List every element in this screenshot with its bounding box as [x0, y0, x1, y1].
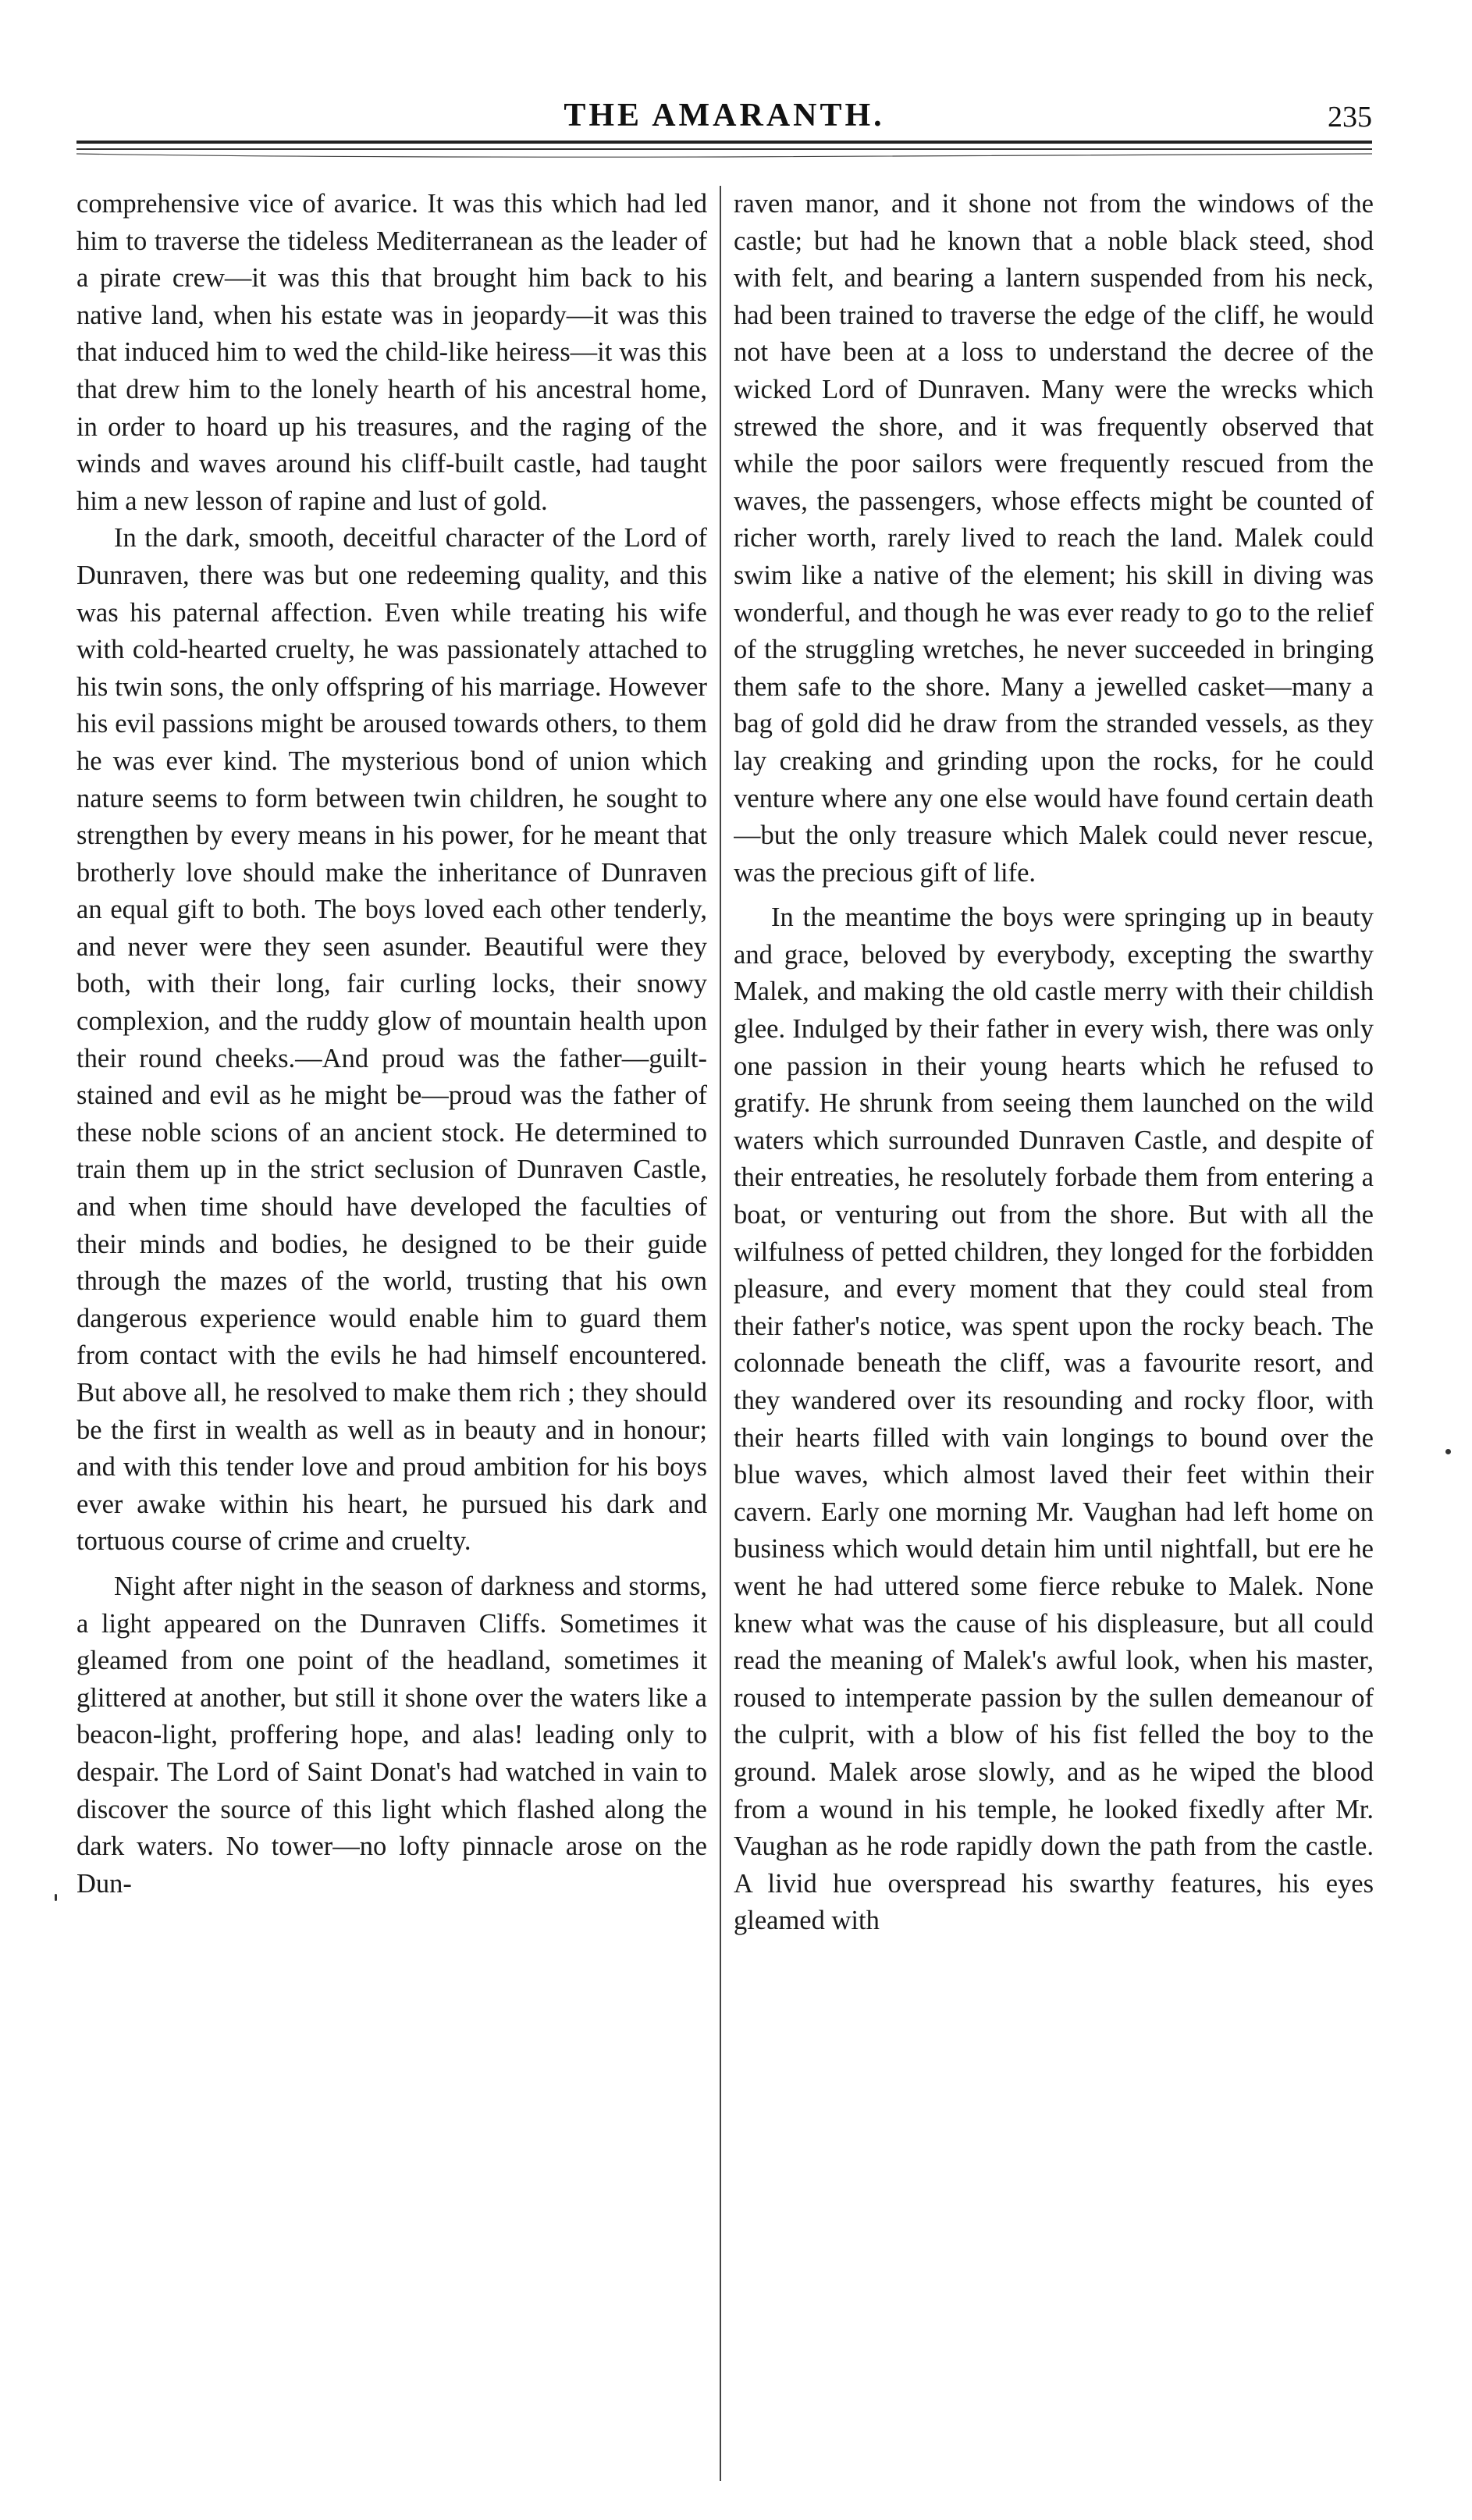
header-rule-thin — [76, 148, 1372, 150]
paragraph-2: In the dark, smooth, deceitful character of the Lord of Dunraven, there was but one redeeming quality, and this was his paternal affection. Even while treating his wife with cold-hearted cruelty, he was passionately attached to his twin sons, the only offspring of his marriage. However his evil passions might be aroused towards others, to them he was ever kind. The mysterious bond of union which nature seems to form between twin children, he sought to strengthen by every means in his power, for he meant that brotherly love should make the inheritance of Dunraven an equal gift to both. The boys loved each other tenderly, and never were they seen asunder. Beautiful were they both, with their long, fair curling locks, their snowy complexion, and the ruddy glow of mountain health upon their round cheeks.—And proud was the father—guilt-stained and evil as he might be—proud was the father of these noble scions of an ancient stock. He determined to train them up in the strict seclusion of Dunraven Castle, and when time should have developed the faculties of their minds and bodies, he designed to be their guide through the mazes of the world, trusting that his own dangerous experience would enable him to guard them from contact with the evils he had himself encountered. But above all, he resolved to make them rich ; they should be the first in wealth as well as in beauty and in honour; and with this tender love and proud ambition for his boys ever awake within his heart, he pursued his dark and tortuous course of crime and cruelty. — [76, 523, 707, 1557]
column-divider — [720, 186, 721, 2481]
left-column — [76, 186, 707, 2489]
header-rule-thick — [76, 141, 1372, 144]
ink-speck-mark — [1445, 1449, 1451, 1454]
header-rule-ornament — [76, 153, 1372, 158]
paragraph-1: comprehensive vice of avarice. It was this which had led him to traverse the tideless Mediterranean as the leader of a pirate crew—it was this that brought him back to his native land, when his estate was in jeopardy—it was this that induced him to wed the child-like heiress—it was this that drew him to the lonely hearth of his ancestral home, in order to hoard up his treasures, and the raging of the winds and waves around his cliff-built castle, had taught him a new lesson of rapine and lust of gold. — [76, 189, 707, 516]
paragraph-4: raven manor, and it shone not from the windows of the castle; but had he known that a noble black steed, shod with felt, and bearing a lantern suspended from his neck, had been trained to traverse the edge of the cliff, he would not have been at a loss to understand the decree of the wicked Lord of Dunraven. Many were the wrecks which strewed the shore, and it was frequently observed that while the poor sailors were frequently rescued from the waves, the passengers, whose effects might be counted of richer worth, rarely lived to reach the land. Malek could swim like a native of the element; his skill in diving was wonderful, and though he was ever ready to go to the relief of the struggling wretches, he never succeeded in bringing them safe to the shore. Many a jewelled casket—many a bag of gold did he draw from the stranded vessels, as they lay creaking and grinding upon the rocks, for he could venture where any one else would have found certain death—but the only treasure which Malek could never rescue, was the precious gift of life. — [734, 189, 1374, 888]
ink-speck-mark — [55, 1894, 57, 1901]
right-column — [734, 186, 1374, 2489]
paragraph-3: Night after night in the season of darkness and storms, a light appeared on the Dunraven Cliffs. Sometimes it gleamed from one point of the headland, sometimes it glittered at another, but still it shone over the waters like a beacon-light, proffering hope, and alas! leading only to despair. The Lord of Saint Donat's had watched in vain to discover the source of this light which flashed along the dark waters. No tower—no lofty pinnacle arose on the Dun- — [76, 1571, 707, 1899]
paragraph-5: In the meantime the boys were springing up in beauty and grace, beloved by everybody, excepting the swarthy Malek, and making the old castle merry with their childish glee. Indulged by their father in every wish, there was only one passion in their young hearts which he refused to gratify. He shrunk from seeing them launched on the wild waters which surrounded Dunraven Castle, and despite of their entreaties, he resolutely forbade them from entering a boat, or venturing out from the shore. But with all the wilfulness of petted children, they longed for the forbidden pleasure, and every moment that they could steal from their father's notice, was spent upon the rocky beach. The colonnade beneath the cliff, was a favourite resort, and they wandered over its resounding and rocky floor, with their hearts filled with vain longings to bound over the blue waves, which almost laved their feet within their cavern. Early one morning Mr. Vaughan had left home on business which would detain him until nightfall, but ere he went he had uttered some fierce rebuke to Malek. None knew what was the cause of his displeasure, but all could read the meaning of Malek's awful look, when his master, roused to intemperate passion by the sullen demeanour of the culprit, with a blow of his fist felled the boy to the ground. Malek arose slowly, and as he wiped the blood from a wound in his temple, he looked fixedly after Mr. Vaughan as he rode rapidly down the path from the castle. A livid hue overspread his swarthy features, his eyes gleamed with — [734, 902, 1374, 1936]
page-number: 235 — [1328, 101, 1372, 133]
journal-title: THE AMARANTH. — [564, 98, 885, 133]
